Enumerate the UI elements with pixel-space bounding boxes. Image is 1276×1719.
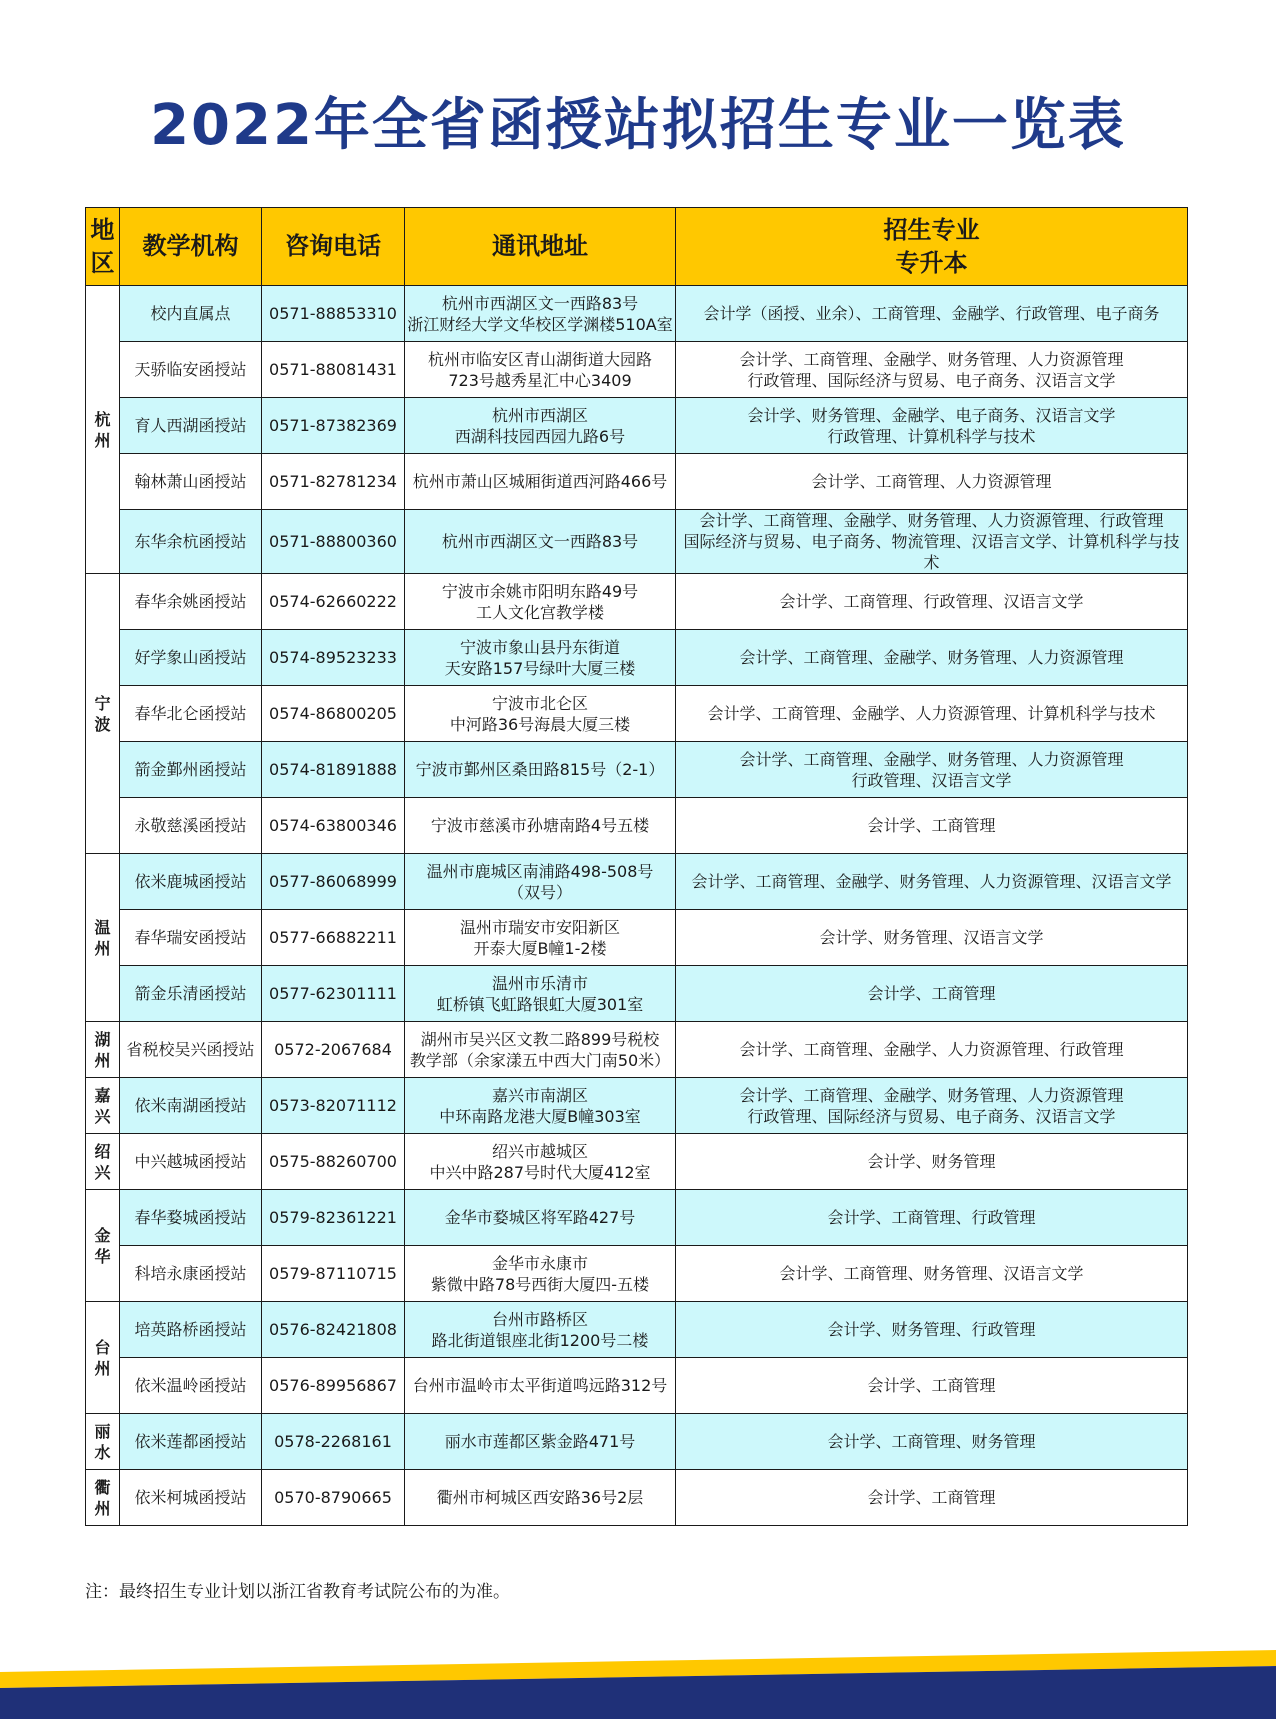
majors-cell: 会计学、财务管理、行政管理 xyxy=(676,1302,1188,1358)
institution-cell: 好学象山函授站 xyxy=(120,630,262,686)
majors-cell: 会计学、工商管理、行政管理、汉语言文学 xyxy=(676,574,1188,630)
table-row xyxy=(86,910,1188,966)
institution-cell: 春华北仑函授站 xyxy=(120,686,262,742)
table-row xyxy=(86,1022,1188,1078)
region-cell: 嘉兴 xyxy=(86,1078,120,1134)
phone-cell: 0574-81891888 xyxy=(262,742,405,798)
table-row xyxy=(86,510,1188,574)
header-address: 通讯地址 xyxy=(405,208,676,286)
majors-cell: 会计学、工商管理 xyxy=(676,1358,1188,1414)
region-cell: 宁波 xyxy=(86,574,120,854)
table-row xyxy=(86,686,1188,742)
address-cell: 温州市乐清市 虹桥镇飞虹路银虹大厦301室 xyxy=(405,966,676,1022)
majors-cell: 会计学、工商管理、金融学、人力资源管理、计算机科学与技术 xyxy=(676,686,1188,742)
phone-cell: 0571-88081431 xyxy=(262,342,405,398)
phone-cell: 0574-89523233 xyxy=(262,630,405,686)
table-row xyxy=(86,1190,1188,1246)
majors-cell: 会计学、工商管理、金融学、财务管理、人力资源管理 行政管理、汉语言文学 xyxy=(676,742,1188,798)
header-majors xyxy=(676,208,1188,286)
address-cell: 宁波市象山县丹东街道 天安路157号绿叶大厦三楼 xyxy=(405,630,676,686)
majors-cell: 会计学、工商管理、财务管理、汉语言文学 xyxy=(676,1246,1188,1302)
address-cell: 湖州市吴兴区文教二路899号税校 教学部（余家漾五中西大门南50米） xyxy=(405,1022,676,1078)
majors-cell: 会计学、工商管理、金融学、财务管理、人力资源管理 行政管理、国际经济与贸易、电子商务、汉语言文学 xyxy=(676,1078,1188,1134)
majors-cell: 会计学、财务管理、汉语言文学 xyxy=(676,910,1188,966)
table-row xyxy=(86,1078,1188,1134)
phone-cell: 0578-2268161 xyxy=(262,1414,405,1470)
institution-cell: 翰林萧山函授站 xyxy=(120,454,262,510)
table-row xyxy=(86,966,1188,1022)
address-cell: 杭州市临安区青山湖街道大园路 723号越秀星汇中心3409 xyxy=(405,342,676,398)
majors-table xyxy=(85,207,1188,1526)
phone-cell: 0572-2067684 xyxy=(262,1022,405,1078)
phone-cell: 0571-82781234 xyxy=(262,454,405,510)
majors-cell: 会计学、工商管理、金融学、财务管理、人力资源管理 xyxy=(676,630,1188,686)
address-cell: 宁波市余姚市阳明东路49号 工人文化宫教学楼 xyxy=(405,574,676,630)
majors-cell: 会计学、工商管理、金融学、人力资源管理、行政管理 xyxy=(676,1022,1188,1078)
header-majors-line2: 专升本 xyxy=(895,248,968,277)
institution-cell: 春华余姚函授站 xyxy=(120,574,262,630)
table-row xyxy=(86,1302,1188,1358)
table-row xyxy=(86,286,1188,342)
header-phone: 咨询电话 xyxy=(262,208,405,286)
majors-cell: 会计学、工商管理、人力资源管理 xyxy=(676,454,1188,510)
address-cell: 衢州市柯城区西安路36号2层 xyxy=(405,1470,676,1526)
footer-band xyxy=(0,1650,1276,1719)
address-cell: 杭州市萧山区城厢街道西河路466号 xyxy=(405,454,676,510)
phone-cell: 0579-82361221 xyxy=(262,1190,405,1246)
region-cell: 湖州 xyxy=(86,1022,120,1078)
table-row xyxy=(86,1246,1188,1302)
institution-cell: 省税校吴兴函授站 xyxy=(120,1022,262,1078)
region-cell: 衢州 xyxy=(86,1470,120,1526)
institution-cell: 春华婺城函授站 xyxy=(120,1190,262,1246)
region-cell: 金华 xyxy=(86,1190,120,1302)
address-cell: 台州市温岭市太平街道鸣远路312号 xyxy=(405,1358,676,1414)
phone-cell: 0577-66882211 xyxy=(262,910,405,966)
phone-cell: 0576-89956867 xyxy=(262,1358,405,1414)
table-row xyxy=(86,1414,1188,1470)
address-cell: 宁波市鄞州区桑田路815号（2-1） xyxy=(405,742,676,798)
phone-cell: 0573-82071112 xyxy=(262,1078,405,1134)
institution-cell: 东华余杭函授站 xyxy=(120,510,262,574)
phone-cell: 0577-86068999 xyxy=(262,854,405,910)
table-row xyxy=(86,1358,1188,1414)
region-cell: 温州 xyxy=(86,854,120,1022)
header-majors-line1: 招生专业 xyxy=(883,215,980,244)
region-cell: 台州 xyxy=(86,1302,120,1414)
table-row xyxy=(86,454,1188,510)
institution-cell: 科培永康函授站 xyxy=(120,1246,262,1302)
table-row xyxy=(86,854,1188,910)
majors-cell: 会计学、工商管理 xyxy=(676,798,1188,854)
address-cell: 台州市路桥区 路北街道银座北街1200号二楼 xyxy=(405,1302,676,1358)
header-institution: 教学机构 xyxy=(120,208,262,286)
phone-cell: 0574-62660222 xyxy=(262,574,405,630)
institution-cell: 依米鹿城函授站 xyxy=(120,854,262,910)
table-row xyxy=(86,742,1188,798)
phone-cell: 0579-87110715 xyxy=(262,1246,405,1302)
table-row xyxy=(86,1470,1188,1526)
majors-cell: 会计学、工商管理、金融学、财务管理、人力资源管理、行政管理 国际经济与贸易、电子商务、物流管理、汉语言文学、计算机科学与技术 xyxy=(676,510,1188,574)
institution-cell: 箭金乐清函授站 xyxy=(120,966,262,1022)
majors-cell: 会计学（函授、业余）、工商管理、金融学、行政管理、电子商务 xyxy=(676,286,1188,342)
page-title: 2022年全省函授站拟招生专业一览表 xyxy=(150,93,1126,158)
institution-cell: 永敬慈溪函授站 xyxy=(120,798,262,854)
majors-cell: 会计学、财务管理、金融学、电子商务、汉语言文学 行政管理、计算机科学与技术 xyxy=(676,398,1188,454)
header-region: 地区 xyxy=(86,208,120,286)
address-cell: 杭州市西湖区文一西路83号 xyxy=(405,510,676,574)
phone-cell: 0571-87382369 xyxy=(262,398,405,454)
table-row xyxy=(86,342,1188,398)
phone-cell: 0571-88853310 xyxy=(262,286,405,342)
phone-cell: 0576-82421808 xyxy=(262,1302,405,1358)
address-cell: 宁波市北仑区 中河路36号海晨大厦三楼 xyxy=(405,686,676,742)
region-cell: 丽水 xyxy=(86,1414,120,1470)
institution-cell: 培英路桥函授站 xyxy=(120,1302,262,1358)
address-cell: 宁波市慈溪市孙塘南路4号五楼 xyxy=(405,798,676,854)
institution-cell: 春华瑞安函授站 xyxy=(120,910,262,966)
table-header-row xyxy=(86,208,1188,286)
table-row xyxy=(86,574,1188,630)
institution-cell: 中兴越城函授站 xyxy=(120,1134,262,1190)
majors-cell: 会计学、工商管理 xyxy=(676,966,1188,1022)
address-cell: 杭州市西湖区 西湖科技园西园九路6号 xyxy=(405,398,676,454)
table-row xyxy=(86,398,1188,454)
institution-cell: 依米柯城函授站 xyxy=(120,1470,262,1526)
address-cell: 绍兴市越城区 中兴中路287号时代大厦412室 xyxy=(405,1134,676,1190)
table-body xyxy=(86,286,1188,1526)
address-cell: 金华市永康市 紫微中路78号西街大厦四-五楼 xyxy=(405,1246,676,1302)
address-cell: 温州市鹿城区南浦路498-508号 （双号） xyxy=(405,854,676,910)
majors-cell: 会计学、工商管理、金融学、财务管理、人力资源管理 行政管理、国际经济与贸易、电子商务、汉语言文学 xyxy=(676,342,1188,398)
table-row xyxy=(86,798,1188,854)
table-row xyxy=(86,630,1188,686)
institution-cell: 校内直属点 xyxy=(120,286,262,342)
address-cell: 嘉兴市南湖区 中环南路龙港大厦B幢303室 xyxy=(405,1078,676,1134)
phone-cell: 0575-88260700 xyxy=(262,1134,405,1190)
majors-cell: 会计学、工商管理、财务管理 xyxy=(676,1414,1188,1470)
footnote: 注：最终招生专业计划以浙江省教育考试院公布的为准。 xyxy=(85,1582,510,1602)
majors-cell: 会计学、工商管理 xyxy=(676,1470,1188,1526)
address-cell: 金华市婺城区将军路427号 xyxy=(405,1190,676,1246)
institution-cell: 育人西湖函授站 xyxy=(120,398,262,454)
phone-cell: 0577-62301111 xyxy=(262,966,405,1022)
majors-cell: 会计学、财务管理 xyxy=(676,1134,1188,1190)
phone-cell: 0571-88800360 xyxy=(262,510,405,574)
institution-cell: 依米温岭函授站 xyxy=(120,1358,262,1414)
phone-cell: 0570-8790665 xyxy=(262,1470,405,1526)
institution-cell: 箭金鄞州函授站 xyxy=(120,742,262,798)
address-cell: 温州市瑞安市安阳新区 开泰大厦B幢1-2楼 xyxy=(405,910,676,966)
phone-cell: 0574-86800205 xyxy=(262,686,405,742)
table-row xyxy=(86,1134,1188,1190)
region-cell: 绍兴 xyxy=(86,1134,120,1190)
region-cell: 杭州 xyxy=(86,286,120,574)
institution-cell: 天骄临安函授站 xyxy=(120,342,262,398)
institution-cell: 依米南湖函授站 xyxy=(120,1078,262,1134)
address-cell: 丽水市莲都区紫金路471号 xyxy=(405,1414,676,1470)
phone-cell: 0574-63800346 xyxy=(262,798,405,854)
institution-cell: 依米莲都函授站 xyxy=(120,1414,262,1470)
majors-cell: 会计学、工商管理、金融学、财务管理、人力资源管理、汉语言文学 xyxy=(676,854,1188,910)
majors-cell: 会计学、工商管理、行政管理 xyxy=(676,1190,1188,1246)
address-cell: 杭州市西湖区文一西路83号 浙江财经大学文华校区学渊楼510A室 xyxy=(405,286,676,342)
